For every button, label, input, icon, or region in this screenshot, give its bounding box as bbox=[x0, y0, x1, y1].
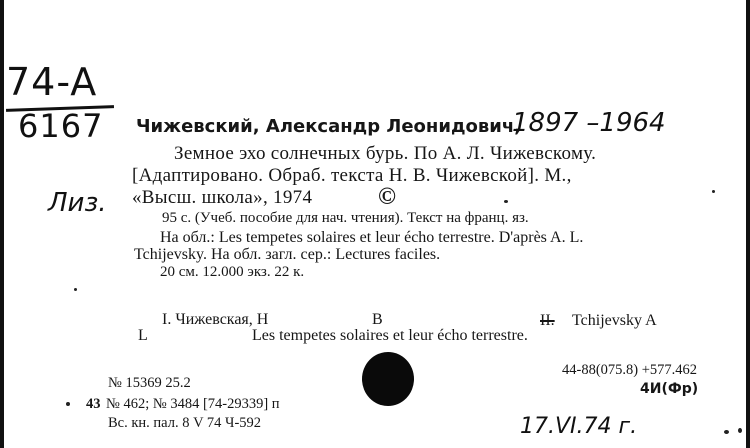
title-line-3: «Высш. школа», 1974 bbox=[132, 187, 313, 208]
tracing-1: I. Чижевская, Н bbox=[162, 311, 269, 328]
card-number: № 15369 25.2 bbox=[108, 375, 191, 391]
handwritten-mark-left: Лиз. bbox=[48, 188, 107, 218]
tracing-3: Tchijevsky A bbox=[572, 312, 657, 329]
footer-line-3: Вс. кн. пал. 8 V 74 Ч-592 bbox=[108, 415, 262, 431]
note-line-2: На обл.: Les tempetes solaires et leur écho terrestre. D'après A. L. bbox=[160, 229, 584, 246]
note-line-4: 20 см. 12.000 экз. 22 к. bbox=[160, 264, 305, 280]
tracing-3-struck: II. bbox=[540, 312, 555, 329]
class-code: 4И(Фр) bbox=[640, 381, 699, 397]
scan-speck bbox=[504, 200, 508, 203]
author-years: 1897 –1964 bbox=[512, 108, 666, 138]
scan-edge-right bbox=[746, 0, 750, 448]
note-line-3: Tchijevsky. На обл. загл. сер.: Lectures faciles. bbox=[134, 246, 441, 263]
tracing-letter-l: L bbox=[138, 327, 148, 344]
shelf-mark-top: 74-A bbox=[6, 60, 98, 104]
title-line-1: Земное эхо солнечных бурь. По А. Л. Чижевскому. bbox=[174, 143, 597, 164]
tracing-4: Les tempetes solaires et leur écho terrestre. bbox=[252, 327, 528, 344]
scan-speck bbox=[724, 430, 729, 434]
scan-speck bbox=[738, 428, 742, 433]
shelf-mark-bottom: 6167 bbox=[18, 107, 104, 145]
scan-speck bbox=[712, 190, 715, 193]
author-heading: Чижевский, Александр Леонидович, bbox=[136, 116, 522, 137]
copyright-mark: © bbox=[378, 184, 396, 210]
scan-speck bbox=[74, 288, 77, 291]
footer-line-2: № 462; № 3484 [74-29339] п bbox=[106, 396, 280, 412]
scan-edge-left bbox=[0, 0, 4, 448]
footer-line-2-prefix: 43 bbox=[86, 396, 101, 412]
note-line-1: 95 с. (Учеб. пособие для нач. чтения). Текст на франц. яз. bbox=[162, 210, 529, 226]
classification-index: 44-88(075.8) +577.462 bbox=[562, 362, 698, 378]
punch-hole bbox=[362, 352, 414, 406]
tracing-2: В bbox=[372, 311, 383, 328]
title-line-2: [Адаптировано. Обраб. текста Н. В. Чижевской]. М., bbox=[132, 165, 572, 186]
scan-speck bbox=[66, 402, 70, 406]
handwritten-date: 17.VI.74 г. bbox=[520, 414, 638, 439]
